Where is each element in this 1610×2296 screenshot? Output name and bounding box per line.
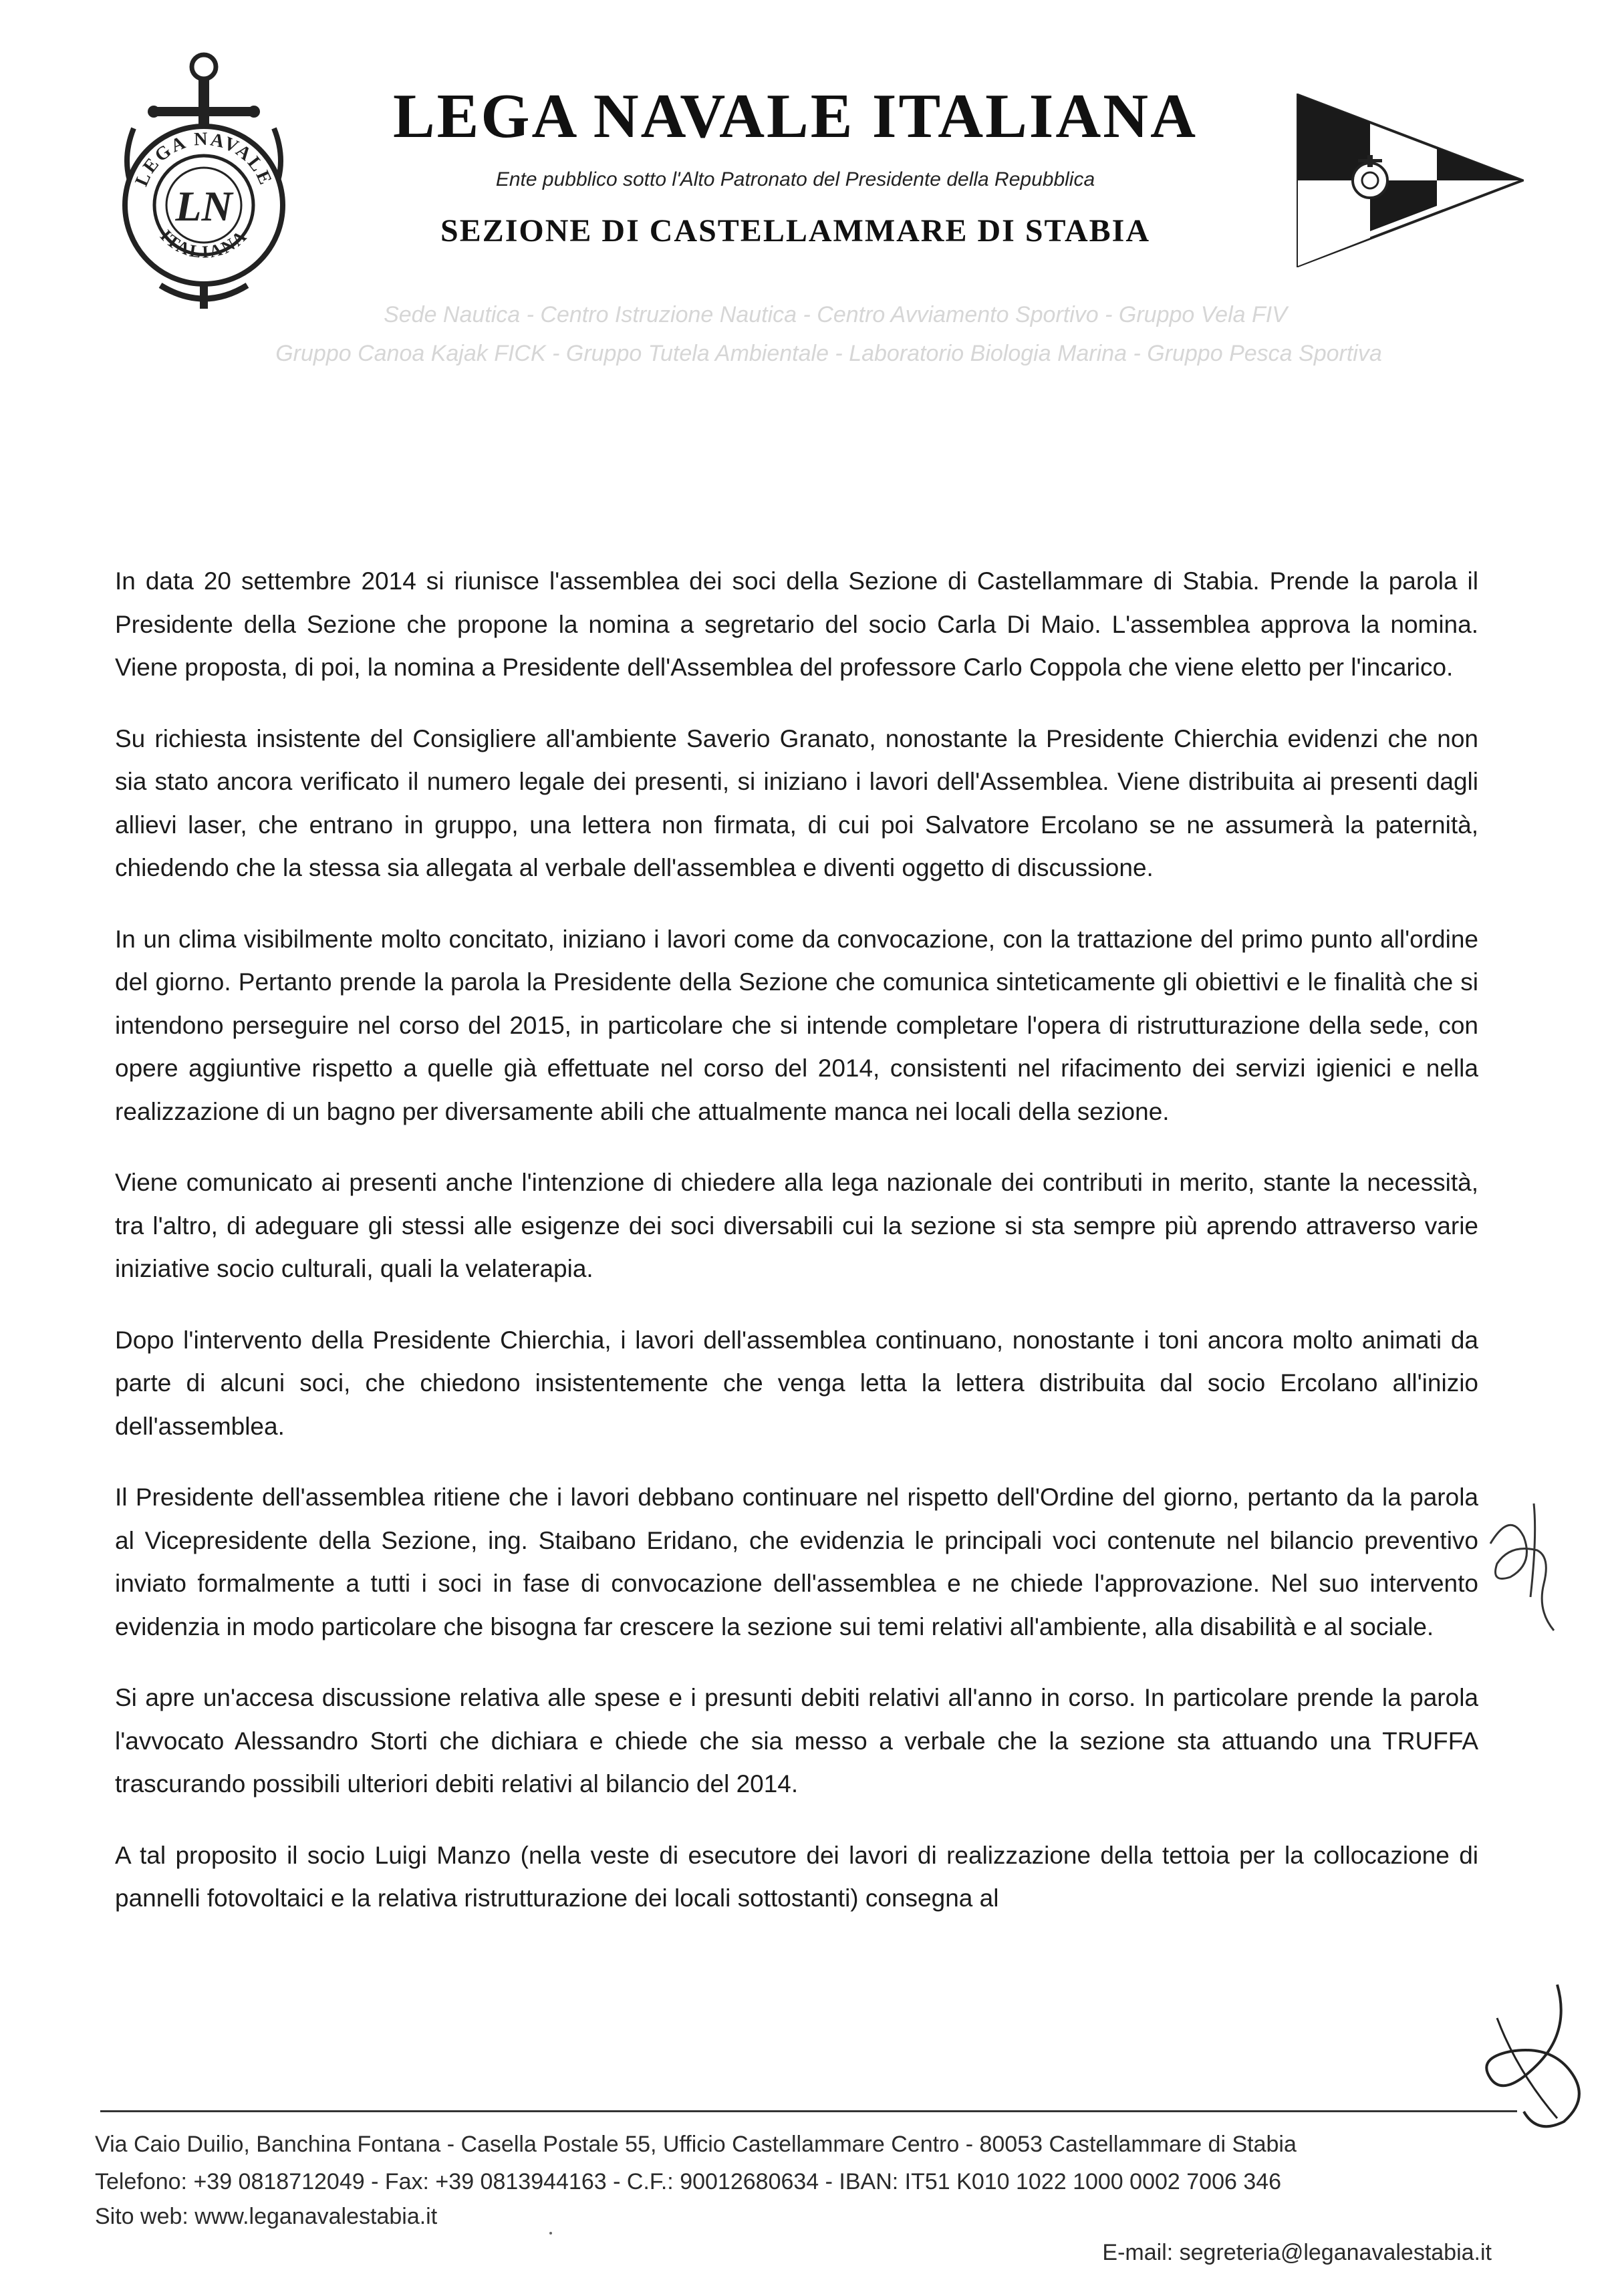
footer-address: Via Caio Duilio, Banchina Fontana - Casella Postale 55, Ufficio Castellammare Centro - 80053 Castellammare di Stabia: [95, 2132, 1297, 2157]
pennant-flag-icon: [1297, 94, 1524, 267]
footer-phones: Telefono: +39 0818712049 - Fax: +39 0813944163 - C.F.: 90012680634 - IBAN: IT51 K010 1022 1000 0002 7006 346: [95, 2169, 1282, 2194]
margin-initials-signature: [1470, 1497, 1571, 1644]
paragraph: In data 20 settembre 2014 si riunisce l'assemblea dei soci della Sezione di Castellammare di Stabia. Prende la parola il Presidente della Sezione che propone la nomina a segretario del socio Carla Di Maio. L'assemblea approva la nomina. Viene proposta, di poi, la nomina a Presidente dell'Assemblea del professore Carlo Coppola che viene eletto per l'incarico.: [115, 567, 1478, 681]
footer-email: E-mail: segreteria@leganavalestabia.it: [1102, 2240, 1492, 2265]
organization-name: LEGA NAVALE ITALIANA: [392, 82, 1198, 151]
handwritten-signature: [1457, 1978, 1604, 2138]
paragraph: Si apre un'accesa discussione relativa alle spese e i presunti debiti relativi all'anno in corso. In particolare prende la parola l'avvocato Alessandro Storti che dichiara e chiede che sia messo a verbale che la sezione sta attuando una TRUFFA trascurando possibili ulteriori debiti relativi al bilancio del 2014.: [115, 1684, 1478, 1798]
minutes-body: [115, 560, 1478, 1949]
paragraph: In un clima visibilmente molto concitato, iniziano i lavori come da convocazione, con la trattazione del primo punto all'ordine del giorno. Pertanto prende la parola la Presidente della Sezione che comunica sinteticamente gli obiettivi e le finalità che si intendono perseguire nel corso del 2015, in particolare che si intende completare l'opera di ristrutturazione della sede, con opere aggiuntive rispetto a quelle già effettuate nel corso del 2014, consistenti nel rifacimento dei servizi igienici e nella realizzazione di un bagno per diversamente abili che attualmente manca nei locali della sezione.: [115, 925, 1478, 1125]
footer-website: Sito web: www.leganavalestabia.it: [95, 2204, 438, 2229]
scan-dot: [549, 2232, 552, 2235]
lega-navale-logo: [114, 48, 294, 315]
paragraph: Viene comunicato ai presenti anche l'intenzione di chiedere alla lega nazionale dei contributi in merito, stante la necessità, tra l'altro, di adeguare gli stessi alle esigenze dei soci diversabili cui la sezione si sta sempre più aprendo attraverso varie iniziative socio culturali, quali la velaterapia.: [115, 1169, 1478, 1282]
paragraph: Su richiesta insistente del Consigliere all'ambiente Saverio Granato, nonostante la Presidente Chierchia evidenzi che non sia stato ancora verificato il numero legale dei presenti, si iniziano i lavori dell'Assemblea. Viene distribuita ai presenti dagli allievi laser, che entrano in gruppo, una lettera non firmata, di cui poi Salvatore Ercolano se ne assumerà la paternità, chiedendo che la stessa sia allegata al verbale dell'assemblea e diventi oggetto di discussione.: [115, 724, 1478, 881]
svg-text:LN: LN: [175, 182, 233, 230]
paragraph: Il Presidente dell'assemblea ritiene che i lavori debbano continuare nel rispetto dell'Ordine del giorno, pertanto da la parola al Vicepresidente della Sezione, ing. Staibano Eridano, che evidenzia le principali voci contenute nel bilancio preventivo inviato formalmente a tutti i soci in fase di convocazione dell'assemblea e ne chiede l'approvazione. Nel suo intervento evidenzia in modo particolare che bisogna far crescere la sezione sui temi relativi all'ambiente, alla disabilità e al sociale.: [115, 1483, 1478, 1640]
organization-subtitle: Ente pubblico sotto l'Alto Patronato del Presidente della Repubblica: [495, 168, 1095, 190]
paragraph: Dopo l'intervento della Presidente Chierchia, i lavori dell'assemblea continuano, nonostante i toni ancora molto animati da parte di alcuni soci, che chiedono insistentemente che venga letta la lettera distribuita dal socio Ercolano all'inizio dell'assemblea.: [115, 1326, 1478, 1440]
section-name: SEZIONE DI CASTELLAMMARE DI STABIA: [440, 213, 1150, 249]
activities-line-2: Gruppo Canoa Kajak FICK - Gruppo Tutela Ambientale - Laboratorio Biologia Marina - Gruppo Pesca Sportiva: [275, 341, 1382, 366]
footer-divider: [100, 2110, 1517, 2112]
paragraph: A tal proposito il socio Luigi Manzo (nella veste di esecutore dei lavori di realizzazione della tettoia per la collocazione di pannelli fotovoltaici e la relativa ristrutturazione dei locali sottostanti) consegna al: [115, 1841, 1478, 1912]
svg-text:LEGA NAVALE: LEGA NAVALE: [131, 128, 277, 190]
activities-line-1: Sede Nautica - Centro Istruzione Nautica - Centro Avviamento Sportivo - Gruppo Vela FIV: [384, 302, 1287, 327]
svg-text:ITALIANA: ITALIANA: [156, 225, 252, 262]
